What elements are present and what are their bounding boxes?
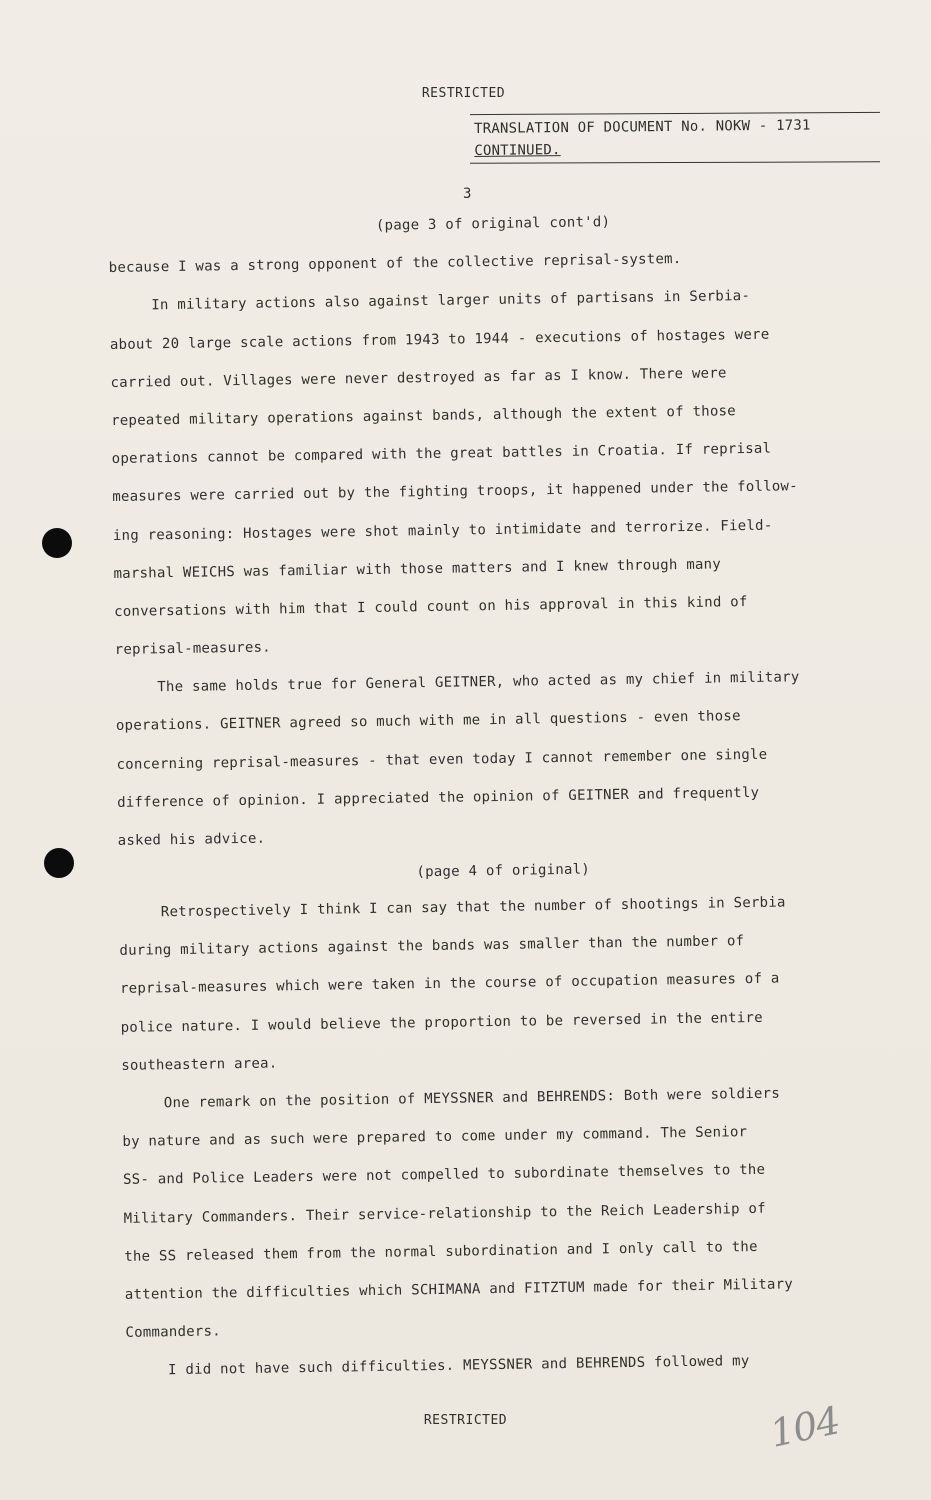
text-line: attention the difficulties which SCHIMANA and FITZTUM made for their Military [124, 1276, 794, 1303]
text-line: I did not have such difficulties. MEYSSNER and BEHRENDS followed my [167, 1353, 750, 1379]
page-number: 3 [463, 186, 472, 202]
text-line: Retrospectively I think I can say that the number of shootings in Serbia [160, 894, 786, 921]
text-line: In military actions also against larger units of partisans in Serbia- [151, 288, 751, 314]
text-line: reprisal-measures. [114, 639, 272, 659]
document-reference [474, 114, 811, 162]
punch-hole [42, 528, 72, 558]
text-line: operations. GEITNER agreed so much with me in all questions - even those [115, 708, 741, 735]
handwritten-page-number: 104 [766, 1398, 844, 1456]
text-line: during military actions against the bands was smaller than the number of [119, 933, 745, 960]
text-line: ing reasoning: Hostages were shot mainly to intimidate and terrorize. Field- [112, 517, 773, 544]
text-line: The same holds true for General GEITNER, who acted as my chief in military [157, 669, 800, 696]
document-reference-line2: CONTINUED. [474, 142, 561, 159]
punch-hole [44, 848, 74, 878]
text-line: concerning reprisal-measures - that even today I cannot remember one single [116, 746, 768, 773]
text-line: measures were carried out by the fighting troops, it happened under the follow- [112, 478, 798, 506]
text-line: repeated military operations against bands, although the extent of those [110, 403, 737, 429]
header-classification: RESTRICTED [421, 86, 506, 101]
text-line: difference of opinion. I appreciated the opinion of GEITNER and frequently [116, 784, 760, 811]
document-reference-line1: TRANSLATION OF DOCUMENT No. NOKW - 1731 [474, 117, 811, 137]
text-line: operations cannot be compared with the great battles in Croatia. If reprisal [111, 440, 772, 468]
text-line: because I was a strong opponent of the collective reprisal-system. [108, 251, 682, 277]
text-line: marshal WEICHS was familiar with those matters and I knew through many [113, 556, 722, 582]
text-line: carried out. Villages were never destroyed as far as I know. There were [110, 365, 727, 391]
text-line: southeastern area. [121, 1055, 278, 1074]
text-line: the SS released them from the normal subordination and I only call to the [124, 1238, 758, 1265]
text-line: about 20 large scale actions from 1943 to 1944 - executions of hostages were [109, 326, 770, 353]
page-note: (page 4 of original) [416, 861, 591, 881]
text-line: reprisal-measures which were taken in the course of occupation measures of a [119, 970, 780, 998]
footer-classification: RESTRICTED [423, 1413, 508, 1428]
text-line: Military Commanders. Their service-relationship to the Reich Leadership of [123, 1200, 766, 1227]
body-text [108, 210, 896, 1401]
text-line: police nature. I would believe the proportion to be reversed in the entire [120, 1009, 763, 1036]
text-line: One remark on the position of MEYSSNER and BEHRENDS: Both were soldiers [163, 1085, 781, 1112]
text-line: SS- and Police Leaders were not compelled to subordinate themselves to the [122, 1162, 766, 1189]
text-line: Commanders. [125, 1323, 222, 1341]
header-rule-bottom [470, 161, 880, 163]
header-rule-top [470, 112, 880, 115]
text-line: conversations with him that I could count on his approval in this kind of [113, 593, 748, 620]
text-line: by nature and as such were prepared to come under my command. The Senior [122, 1124, 748, 1151]
page-note: (page 3 of original cont'd) [375, 214, 611, 234]
text-line: asked his advice. [117, 830, 266, 849]
